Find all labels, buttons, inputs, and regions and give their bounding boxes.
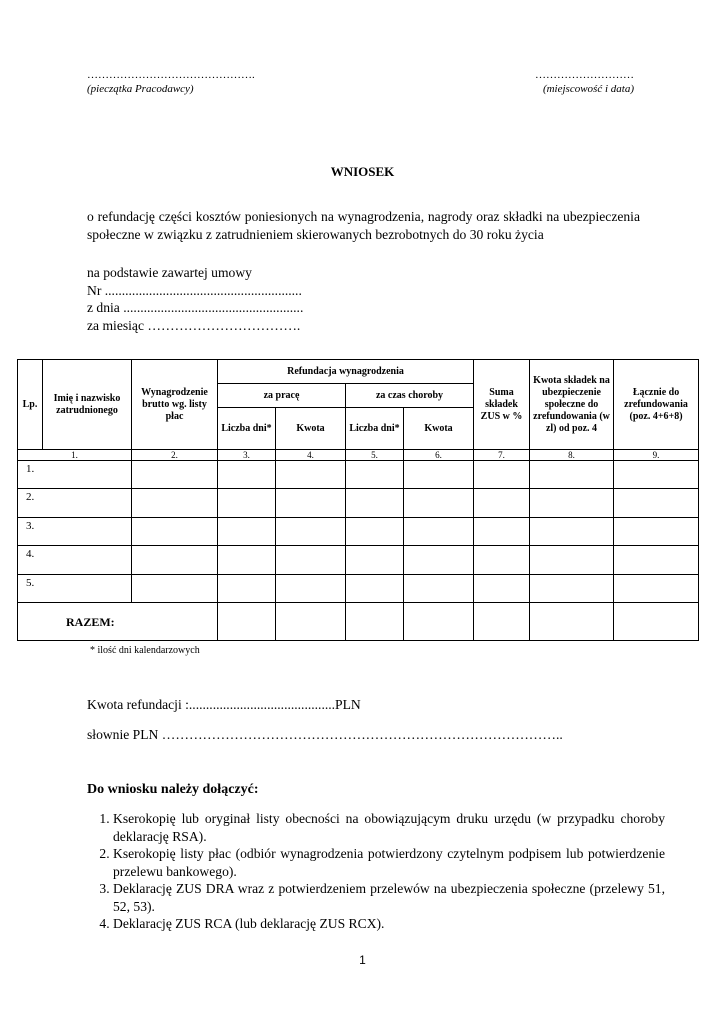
- employer-stamp-label: (pieczątka Pracodawcy): [87, 83, 194, 95]
- agreement-basis: [87, 264, 303, 334]
- place-date-dots: ………………………: [535, 69, 634, 81]
- place-date-label: (miejscowość i data): [542, 83, 634, 95]
- basis-line: na podstawie zawartej umowy: [87, 265, 252, 280]
- table-row: [18, 575, 699, 603]
- column-number: 4.: [276, 450, 346, 461]
- column-number-row: [18, 450, 699, 461]
- attachments-heading: Do wniosku należy dołączyć:: [87, 782, 259, 797]
- header-sick-days: Liczba dni*: [346, 408, 404, 450]
- row-number: 4.: [18, 546, 132, 575]
- page-number: 1: [359, 953, 366, 967]
- document-title: WNIOSEK: [330, 164, 395, 179]
- header-work-amount: Kwota: [276, 408, 346, 450]
- header-total: Łącznie do zrefundowania (poz. 4+6+8): [614, 360, 699, 450]
- list-item: 3. Deklarację ZUS DRA wraz z potwierdzeniem przelewów na ubezpieczenia społeczne (przelewy 51, 52, 53).: [113, 880, 665, 915]
- month-field: za miesiąc …………………………….: [87, 317, 301, 333]
- place-date-block: [535, 68, 634, 96]
- attachments-list: [87, 810, 665, 933]
- table-row: [18, 518, 699, 546]
- employer-stamp-block: [87, 68, 255, 96]
- table-row: [18, 546, 699, 575]
- list-item: 4. Deklarację ZUS RCA (lub deklarację ZUS RCX).: [113, 915, 665, 933]
- list-item: 1. Kserokopię lub oryginał listy obecności na obowiązującym druku urzędu (w przypadku choroby deklarację RSA).: [113, 810, 665, 845]
- amount-in-words-field: słownie PLN ……………………………………………………………………………..: [87, 727, 563, 742]
- table-row: [18, 489, 699, 518]
- column-number: 7.: [474, 450, 530, 461]
- header-work: za pracę: [218, 384, 346, 408]
- total-label: RAZEM:: [18, 603, 218, 641]
- table-row: [18, 461, 699, 489]
- header-lp: Lp.: [18, 360, 43, 450]
- row-number: 2.: [18, 489, 132, 518]
- employer-stamp-dots: ……………………………………….: [87, 69, 255, 81]
- agreement-date-field: z dnia .....................................................: [87, 300, 304, 315]
- column-number: 1.: [18, 450, 132, 461]
- header-work-days: Liczba dni*: [218, 408, 276, 450]
- column-number: 9.: [614, 450, 699, 461]
- column-number: 2.: [132, 450, 218, 461]
- row-number: 1.: [18, 461, 132, 489]
- column-number: 8.: [530, 450, 614, 461]
- header-sick-amount: Kwota: [404, 408, 474, 450]
- list-item: 2. Kserokopię listy płac (odbiór wynagrodzenia potwierdzony czytelnym podpisem lub potwierdzenie przelewu bankowego).: [113, 845, 665, 880]
- column-number: 6.: [404, 450, 474, 461]
- row-number: 3.: [18, 518, 132, 546]
- refund-amount-field: Kwota refundacji :...........................................PLN: [87, 697, 361, 712]
- header-sick: za czas choroby: [346, 384, 474, 408]
- header-contributions: Kwota składek na ubezpieczenie społeczne do zrefundowania (w zl) od poz. 4: [530, 360, 614, 450]
- header-zus: Suma składek ZUS w %: [474, 360, 530, 450]
- agreement-number-field: Nr ..........................................................: [87, 282, 302, 298]
- total-row: [18, 603, 699, 641]
- header-refund-group: Refundacja wynagrodzenia: [218, 360, 474, 384]
- column-number: 5.: [346, 450, 404, 461]
- header-gross: Wynagrodzenie brutto wg. listy płac: [132, 360, 218, 450]
- footnote: * ilość dni kalendarzowych: [90, 645, 200, 656]
- row-number: 5.: [18, 575, 132, 603]
- refund-table: [17, 359, 699, 641]
- column-number: 3.: [218, 450, 276, 461]
- intro-paragraph: o refundację części kosztów poniesionych na wynagrodzenia, nagrody oraz składki na ubezpieczenia społeczne w związku z zatrudnieniem skierowanych bezrobotnych do 30 roku życia: [87, 209, 640, 242]
- header-name: Imię i nazwisko zatrudnionego: [43, 360, 132, 450]
